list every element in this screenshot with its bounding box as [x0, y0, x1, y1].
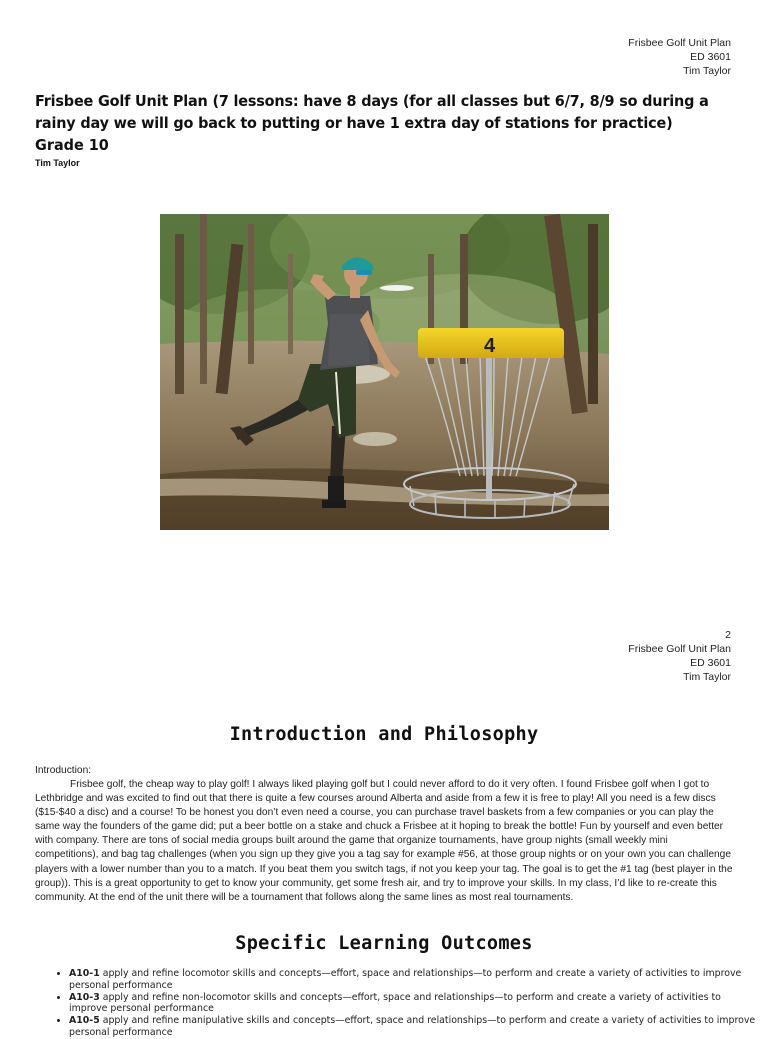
outcome-item [69, 1015, 759, 1039]
outcome-code: A10-5 [69, 1015, 100, 1027]
title-block [35, 90, 740, 169]
header-title: Frisbee Golf Unit Plan [628, 643, 731, 655]
outcome-item [69, 968, 759, 992]
document-author: Tim Taylor [35, 158, 80, 168]
header-course: ED 3601 [690, 51, 731, 63]
basket-number: 4 [484, 335, 496, 357]
section-heading-outcomes: Specific Learning Outcomes [235, 933, 533, 954]
section-heading-introduction: Introduction and Philosophy [229, 724, 539, 745]
outcome-text: apply and refine locomotor skills and concepts—effort, space and relationships—to perform and create a variety of activities to improve personal performance [69, 968, 742, 991]
document-title: Frisbee Golf Unit Plan (7 lessons: have 8 days (for all classes but 6/7, 8/9 so during a rainy day we will go back to putting or have 1 extra day of stations for practice) [35, 92, 709, 132]
disc-golf-photo [160, 214, 609, 530]
outcome-code: A10-3 [69, 991, 100, 1003]
introduction-paragraph: Frisbee golf, the cheap way to play golf! I always liked playing golf but I could never afford to do it very often. I found Frisbee golf when I got to Lethbridge and was excited to find out that there is quite a few courses around Alberta and aside from a few it is free to play! All you need is a few discs ($15-$40 a disc) and a course! To be honest you don’t even need a course, you can purchase travel baskets from a few companies or you can play the same way the founders of the game did; put a beer bottle on a stake and chuck a Frisbee at it hoping to break the bottle! Fun by yourself and even better with company. There are tons of social media groups built around the game that organize tournaments, have group nights (small weekly mini competitions), and bag tag challenges (when you sign up they give you a tag say for example #56, at those group nights or on your own you can challenge players with a lower number than you to a match. If you beat them you switch tags, if not you keep your tag. The goal is to get the #1 tag (best player in the group)). This is a great opportunity to get to know your community, get some fresh air, and try to improve your skills. In my class, I’d like to re-create this community. At the end of the unit there will be a tournament that follows along the same lines as most real tournaments. [35, 779, 733, 903]
introduction-label: Introduction: [35, 765, 92, 776]
document-grade: Grade 10 [35, 136, 109, 154]
header-course: ED 3601 [690, 657, 731, 669]
outcome-text: apply and refine non-locomotor skills and concepts—effort, space and relationships—to perform and create a variety of activities to improve personal performance [69, 991, 721, 1015]
page-header-2 [628, 628, 731, 684]
outcome-item [69, 992, 759, 1016]
outcome-code: A10-1 [69, 968, 100, 979]
header-author: Tim Taylor [683, 671, 731, 683]
outcomes-list [52, 968, 759, 1039]
header-title: Frisbee Golf Unit Plan [628, 37, 731, 49]
page-number: 2 [725, 629, 731, 641]
header-author: Tim Taylor [683, 65, 731, 77]
page-header [628, 36, 731, 78]
outcome-text: apply and refine manipulative skills and concepts—effort, space and relationships—to perform and create a variety of activities to improve personal performance [69, 1015, 756, 1038]
